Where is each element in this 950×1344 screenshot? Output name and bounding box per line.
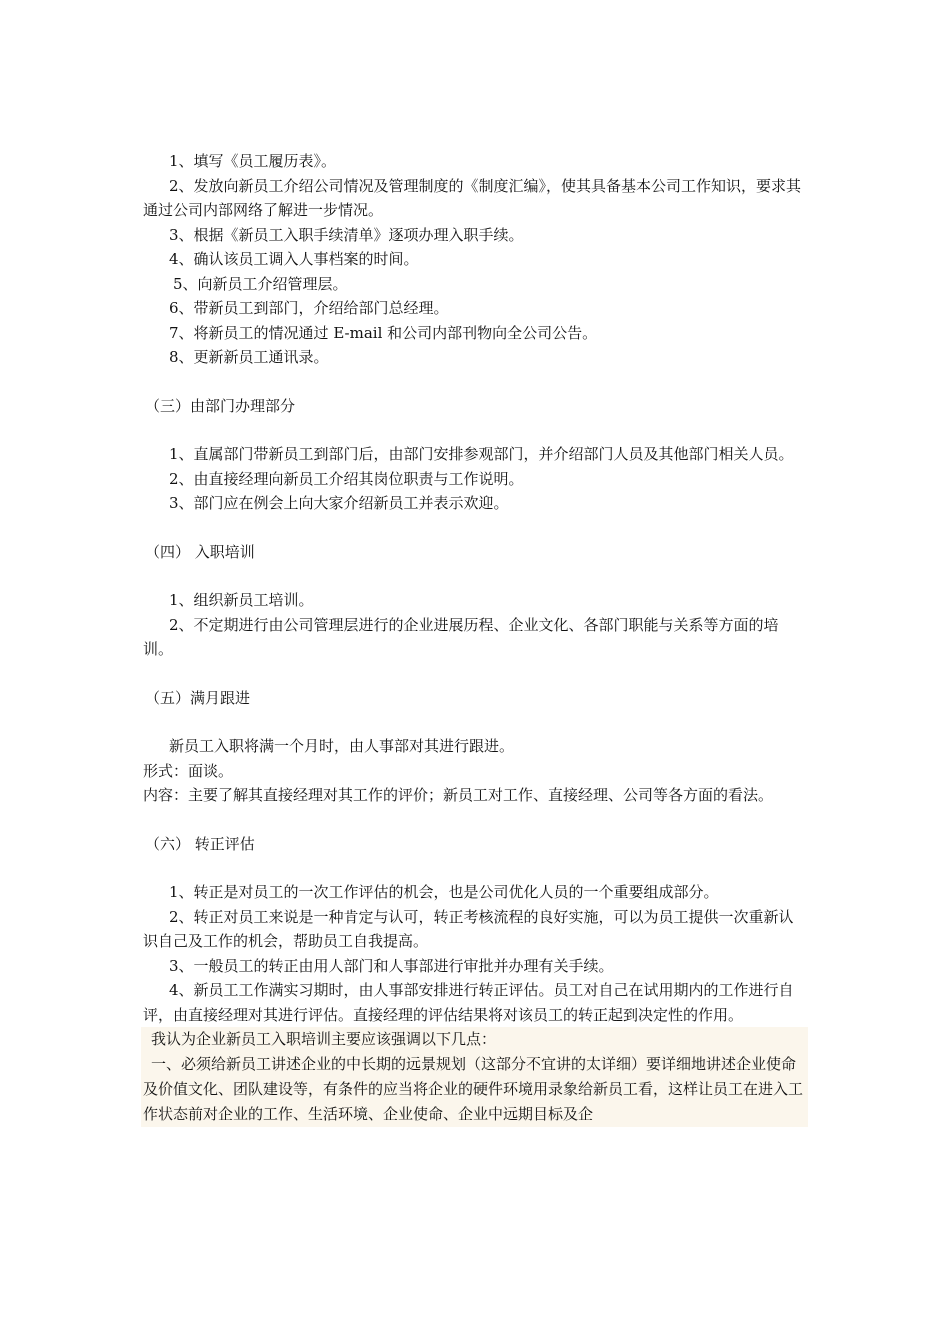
section-6-item-3: 3、一般员工的转正由用人部门和人事部进行审批并办理有关手续。 — [169, 956, 614, 975]
section-5-content: 内容：主要了解其直接经理对其工作的评价；新员工对工作、直接经理、公司等各方面的看法。 — [143, 786, 774, 804]
spacer — [143, 370, 808, 394]
hr-step-5: 5、向新员工介绍管理层。 — [173, 274, 348, 293]
section-6-heading: （六） 转正评估 — [145, 834, 255, 853]
section-3-heading: （三）由部门办理部分 — [145, 396, 296, 415]
hr-step-7: 7、将新员工的情况通过 E-mail 和公司内部刊物向全公司公告。 — [169, 323, 598, 342]
section-6-item-4: 4、新员工工作满实习期时，由人事部安排进行转正评估。员工对自己在试用期内的工作进行自评，由直接经理对其进行评估。直接经理的评估结果将对该员工的转正起到决定性的作用。 — [143, 981, 794, 1024]
hr-step-3: 3、根据《新员工入职手续清单》逐项办理入职手续。 — [169, 225, 524, 244]
spacer — [143, 564, 808, 588]
section-3-item-1: 1、直属部门带新员工到部门后，由部门安排参观部门，并介绍部门人员及其他部门相关人员。 — [169, 445, 794, 463]
hr-step-1: 1、填写《员工履历表》。 — [169, 152, 337, 170]
spacer — [143, 516, 808, 540]
hr-step-6: 6、带新员工到部门，介绍给部门总经理。 — [169, 299, 449, 317]
section-5-form: 形式：面谈。 — [143, 761, 234, 780]
hr-step-8: 8、更新新员工通讯录。 — [169, 348, 329, 366]
opinion-lead: 我认为企业新员工入职培训主要应该强调以下几点： — [151, 1030, 497, 1048]
section-3-item-2: 2、由直接经理向新员工介绍其岗位职责与工作说明。 — [169, 469, 524, 488]
hr-step-4: 4、确认该员工调入人事档案的时间。 — [169, 250, 419, 268]
section-3-item-3: 3、部门应在例会上向大家介绍新员工并表示欢迎。 — [169, 494, 509, 512]
document-body — [143, 149, 808, 1127]
opinion-point-1: 一、必须给新员工讲述企业的中长期的远景规划（这部分不宜讲的太详细）要详细地讲述企业使命及价值文化、团队建设等，有条件的应当将企业的硬件环境用录象给新员工看，这样让员工在进入工作状态前对企业的工作、生活环境、企业使命、企业中远期目标及企 — [143, 1055, 804, 1123]
hr-step-2: 2、发放向新员工介绍公司情况及管理制度的《制度汇编》，使其具备基本公司工作知识，要求其通过公司内部网络了解进一步情况。 — [143, 176, 802, 219]
section-4-item-2: 2、不定期进行由公司管理层进行的企业进展历程、企业文化、各部门职能与关系等方面的培训。 — [143, 615, 779, 658]
section-5-intro: 新员工入职将满一个月时，由人事部对其进行跟进。 — [169, 737, 515, 755]
spacer — [143, 856, 808, 880]
spacer — [143, 662, 808, 686]
section-6-item-1: 1、转正是对员工的一次工作评估的机会，也是公司优化人员的一个重要组成部分。 — [169, 883, 719, 901]
section-4-heading: （四） 入职培训 — [145, 542, 255, 561]
spacer — [143, 808, 808, 832]
opinion-block — [141, 1027, 808, 1127]
section-6-item-2: 2、转正对员工来说是一种肯定与认可，转正考核流程的良好实施，可以为员工提供一次重新认识自己及工作的机会，帮助员工自我提高。 — [143, 907, 794, 950]
spacer — [143, 710, 808, 734]
section-4-item-1: 1、组织新员工培训。 — [169, 591, 314, 609]
spacer — [143, 418, 808, 442]
section-5-heading: （五）满月跟进 — [145, 688, 251, 707]
